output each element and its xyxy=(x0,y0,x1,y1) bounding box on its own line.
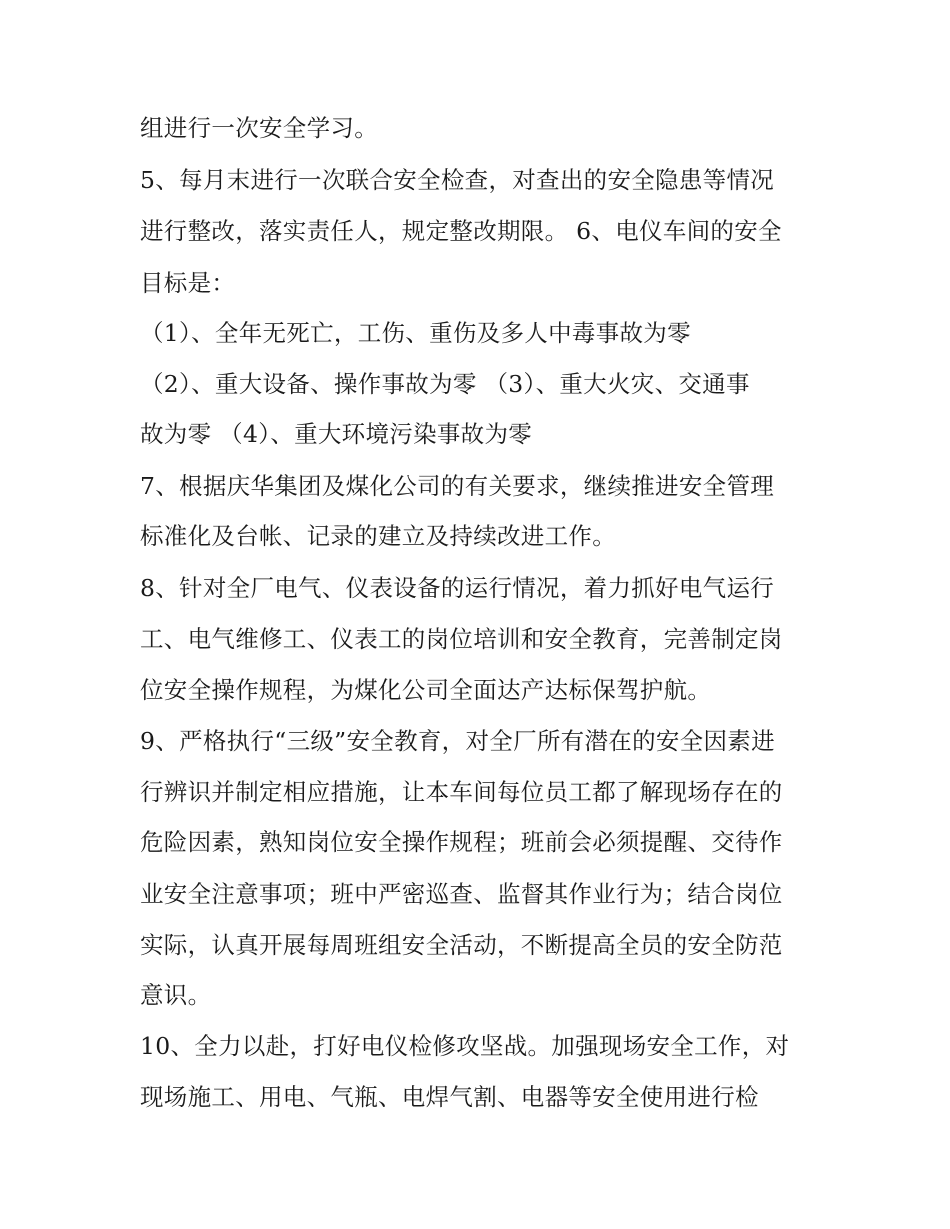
text-line: 行辨识并制定相应措施，让本车间每位员工都了解现场存在的 xyxy=(140,778,783,806)
text-line: 现场施工、用电、气瓶、电焊气割、电器等安全使用进行检 xyxy=(140,1083,759,1111)
text-line: 业安全注意事项；班中严密巡查、监督其作业行为；结合岗位 xyxy=(140,880,783,908)
text-line: 意识。 xyxy=(140,981,212,1009)
text-line: 标准化及台帐、记录的建立及持续改进工作。 xyxy=(140,522,616,550)
text-line: 位安全操作规程，为煤化公司全面达产达标保驾护航。 xyxy=(140,676,712,704)
text-line: 组进行一次安全学习。 xyxy=(140,114,378,142)
text-line: 进行整改，落实责任人，规定整改期限。 6、电仪车间的安全 xyxy=(140,217,782,245)
text-line: （1）、全年无死亡，工伤、重伤及多人中毒事故为零 xyxy=(140,319,691,347)
text-line: 工、电气维修工、仪表工的岗位培训和安全教育，完善制定岗 xyxy=(140,625,783,653)
text-line: 目标是： xyxy=(140,269,236,297)
text-line: 危险因素，熟知岗位安全操作规程；班前会必须提醒、交待作 xyxy=(140,828,783,856)
text-line: 9、严格执行“三级”安全教育，对全厂所有潜在的安全因素进 xyxy=(140,727,775,755)
text-line: （2）、重大设备、操作事故为零 （3）、重大火灾、交通事 xyxy=(140,370,750,398)
text-line: 故为零 （4）、重大环境污染事故为零 xyxy=(140,420,533,448)
text-line: 10、全力以赴，打好电仪检修攻坚战。加强现场安全工作，对 xyxy=(140,1032,790,1060)
text-line: 实际，认真开展每周班组安全活动，不断提高全员的安全防范 xyxy=(140,931,783,959)
text-line: 5、每月末进行一次联合安全检查，对查出的安全隐患等情况 xyxy=(140,166,775,194)
text-line: 8、针对全厂电气、仪表设备的运行情况，着力抓好电气运行 xyxy=(140,574,775,602)
text-line: 7、根据庆华集团及煤化公司的有关要求，继续推进安全管理 xyxy=(140,472,775,500)
